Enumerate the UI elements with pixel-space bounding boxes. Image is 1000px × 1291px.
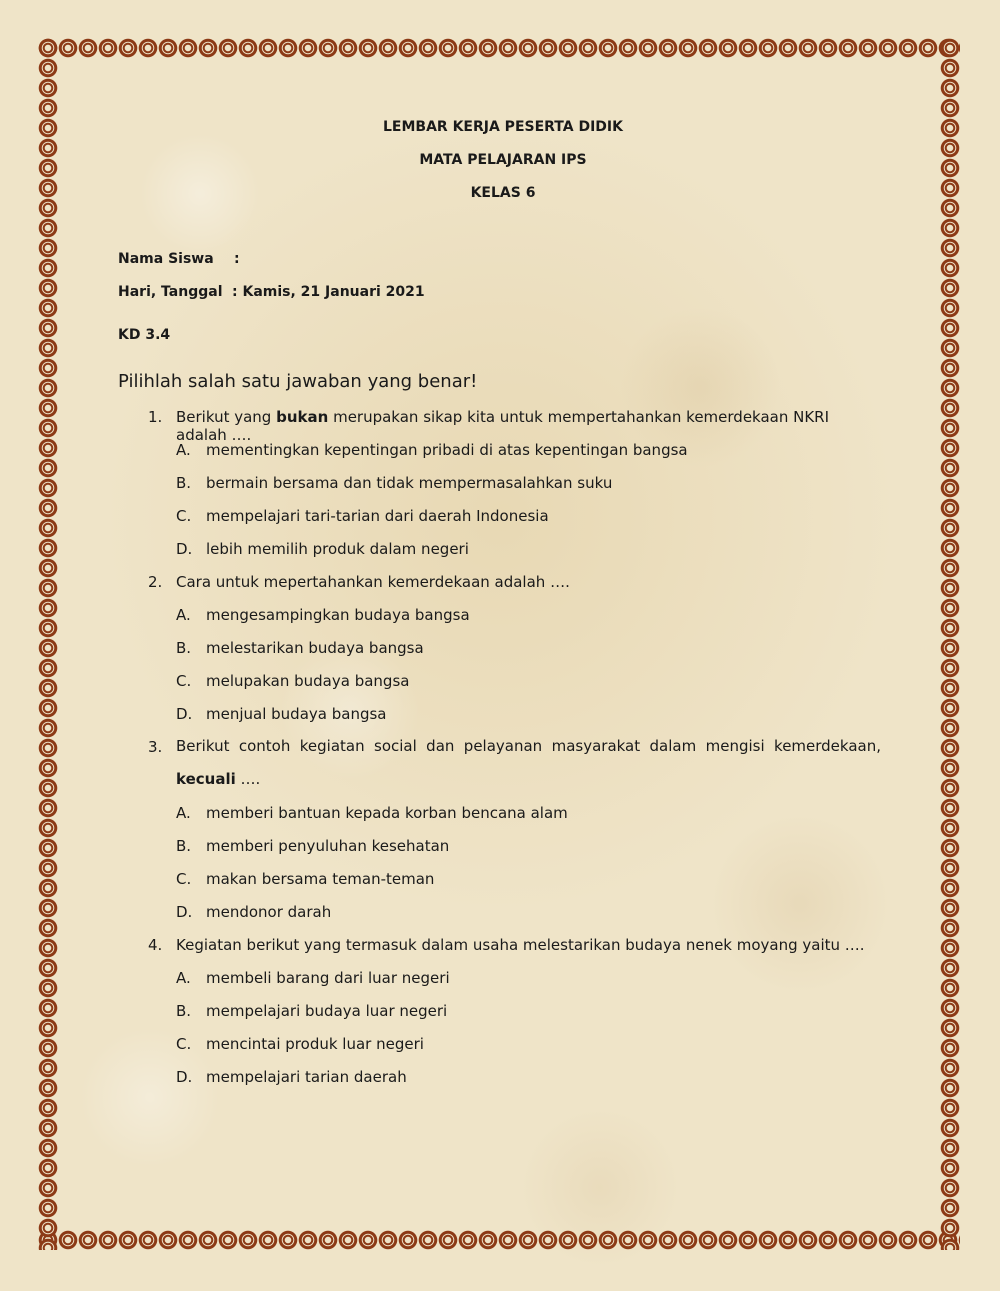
q2-option-b-letter: B. <box>176 639 192 657</box>
q1-option-d[interactable]: lebih memilih produk dalam negeri <box>206 540 469 558</box>
date-value: : Kamis, 21 Januari 2021 <box>232 284 425 300</box>
q2-option-a[interactable]: mengesampingkan budaya bangsa <box>206 606 470 624</box>
q2-option-d-letter: D. <box>176 705 193 723</box>
subject-title: MATA PELAJARAN IPS <box>419 152 587 168</box>
q2-option-c[interactable]: melupakan budaya bangsa <box>206 672 410 690</box>
class-title: KELAS 6 <box>470 185 536 201</box>
q1-option-b-letter: B. <box>176 474 192 492</box>
border-bottom <box>38 1230 960 1250</box>
q1-option-a-letter: A. <box>176 441 191 459</box>
question-4-number: 4. <box>148 936 163 954</box>
q4-option-b[interactable]: mempelajari budaya luar negeri <box>206 1002 448 1020</box>
q4-option-c[interactable]: mencintai produk luar negeri <box>206 1035 424 1053</box>
name-value: : <box>234 251 240 267</box>
name-label: Nama Siswa <box>118 251 214 267</box>
q4-option-d[interactable]: mempelajari tarian daerah <box>206 1068 407 1086</box>
q3-option-a[interactable]: memberi bantuan kepada korban bencana alam <box>206 804 568 822</box>
q1-option-a[interactable]: mementingkan kepentingan pribadi di atas kepentingan bangsa <box>206 441 688 459</box>
q1-option-c[interactable]: mempelajari tari-tarian dari daerah Indonesia <box>206 507 549 525</box>
q1-option-d-letter: D. <box>176 540 193 558</box>
q3-option-a-letter: A. <box>176 804 191 822</box>
question-3-text: Berikut contoh kegiatan social dan pelayanan masyarakat dalam mengisi kemerdekaan, kecuali …. <box>176 737 881 788</box>
q4-option-b-letter: B. <box>176 1002 192 1020</box>
q3-option-b[interactable]: memberi penyuluhan kesehatan <box>206 837 450 855</box>
q3-option-d-letter: D. <box>176 903 193 921</box>
q1-option-c-letter: C. <box>176 507 192 525</box>
q2-option-a-letter: A. <box>176 606 191 624</box>
question-3-emphasis: kecuali <box>176 770 236 788</box>
question-3-number: 3. <box>148 738 163 756</box>
q3-option-c-letter: C. <box>176 870 192 888</box>
q3-option-c[interactable]: makan bersama teman-teman <box>206 870 435 888</box>
border-top <box>38 38 960 58</box>
q4-option-a[interactable]: membeli barang dari luar negeri <box>206 969 450 987</box>
q4-option-a-letter: A. <box>176 969 191 987</box>
q1-option-b[interactable]: bermain bersama dan tidak mempermasalahkan suku <box>206 474 613 492</box>
q3-option-b-letter: B. <box>176 837 192 855</box>
q2-option-c-letter: C. <box>176 672 192 690</box>
question-2-number: 2. <box>148 573 163 591</box>
q2-option-b[interactable]: melestarikan budaya bangsa <box>206 639 424 657</box>
q3-option-d[interactable]: mendonor darah <box>206 903 332 921</box>
worksheet-title: LEMBAR KERJA PESERTA DIDIK <box>383 119 623 135</box>
q4-option-c-letter: C. <box>176 1035 192 1053</box>
question-2-text: Cara untuk mepertahankan kemerdekaan adalah …. <box>176 573 570 591</box>
question-1-text: Berikut yang bukan merupakan sikap kita untuk mempertahankan kemerdekaan NKRI adalah …. <box>176 408 830 444</box>
instruction: Pilihlah salah satu jawaban yang benar! <box>118 371 478 392</box>
q2-option-d[interactable]: menjual budaya bangsa <box>206 705 387 723</box>
question-1-number: 1. <box>148 408 163 426</box>
border-right <box>940 38 960 1250</box>
question-4-text: Kegiatan berikut yang termasuk dalam usaha melestarikan budaya nenek moyang yaitu …. <box>176 936 865 954</box>
date-label: Hari, Tanggal <box>118 284 223 300</box>
border-left <box>38 38 58 1250</box>
q4-option-d-letter: D. <box>176 1068 193 1086</box>
kd-label: KD 3.4 <box>118 327 171 343</box>
question-1-emphasis: bukan <box>276 408 329 426</box>
